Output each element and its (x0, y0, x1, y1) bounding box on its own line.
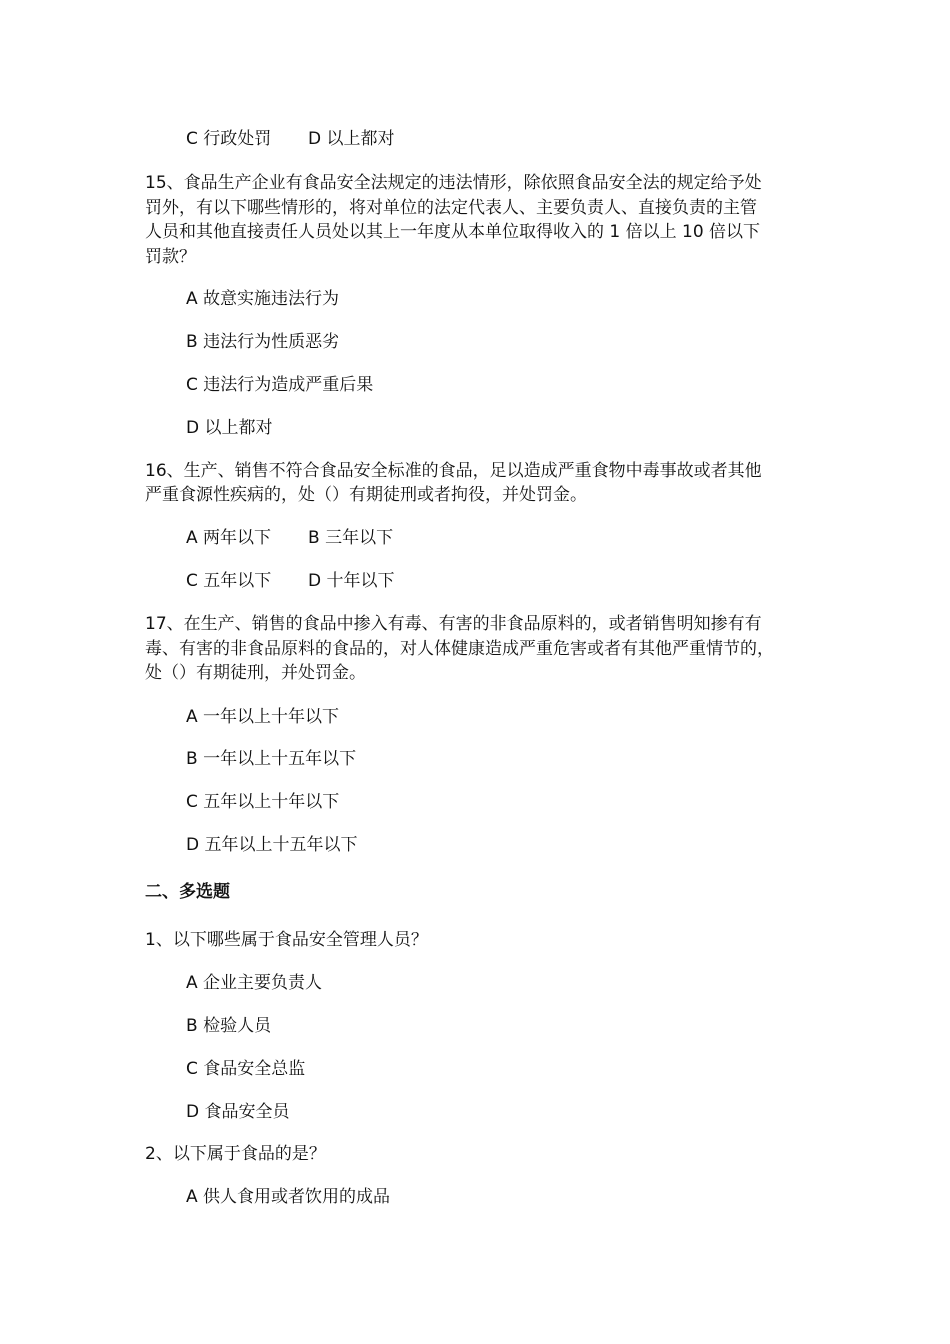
option-b: B 检验人员 (186, 1016, 272, 1036)
question-17-text: 17、在生产、销售的食品中掺入有毒、有害的非食品原料的，或者销售明知掺有有 (145, 614, 762, 634)
option-c: C 五年以下 (186, 571, 272, 591)
question-m1-text: 1、以下哪些属于食品安全管理人员？ (145, 930, 428, 950)
option-d: D 十年以下 (308, 571, 395, 591)
question-m2-text: 2、以下属于食品的是？ (145, 1144, 326, 1164)
option-a: A 企业主要负责人 (186, 973, 323, 993)
option-a: A 两年以下 (186, 528, 272, 548)
option-b: B 一年以上十五年以下 (186, 749, 357, 769)
option-d: D 五年以上十五年以下 (186, 835, 358, 855)
question-17-text: 处（）有期徒刑，并处罚金。 (145, 663, 366, 683)
option-d: D 以上都对 (308, 129, 395, 149)
section-heading: 二、多选题 (145, 882, 230, 902)
option-c: C 食品安全总监 (186, 1059, 306, 1079)
question-16-text: 严重食源性疾病的，处（）有期徒刑或者拘役，并处罚金。 (145, 485, 587, 505)
option-a: A 故意实施违法行为 (186, 289, 340, 309)
option-a: A 供人食用或者饮用的成品 (186, 1187, 391, 1207)
question-16-text: 16、生产、销售不符合食品安全标准的食品，足以造成严重食物中毒事故或者其他 (145, 461, 762, 481)
option-c: C 五年以上十年以下 (186, 792, 340, 812)
option-d: D 食品安全员 (186, 1102, 290, 1122)
question-15-text: 罚款？ (145, 247, 196, 267)
option-b: B 违法行为性质恶劣 (186, 332, 340, 352)
option-d: D 以上都对 (186, 418, 273, 438)
question-17-text: 毒、有害的非食品原料的食品的，对人体健康造成严重危害或者有其他严重情节的， (145, 639, 774, 659)
option-a: A 一年以上十年以下 (186, 707, 340, 727)
option-b: B 三年以下 (308, 528, 394, 548)
question-15-text: 15、食品生产企业有食品安全法规定的违法情形，除依照食品安全法的规定给予处 (145, 173, 762, 193)
question-15-text: 罚外，有以下哪些情形的，将对单位的法定代表人、主要负责人、直接负责的主管 (145, 198, 757, 218)
option-c: C 行政处罚 (186, 129, 272, 149)
option-c: C 违法行为造成严重后果 (186, 375, 374, 395)
question-15-text: 人员和其他直接责任人员处以其上一年度从本单位取得收入的 1 倍以上 10 倍以下 (145, 222, 761, 242)
